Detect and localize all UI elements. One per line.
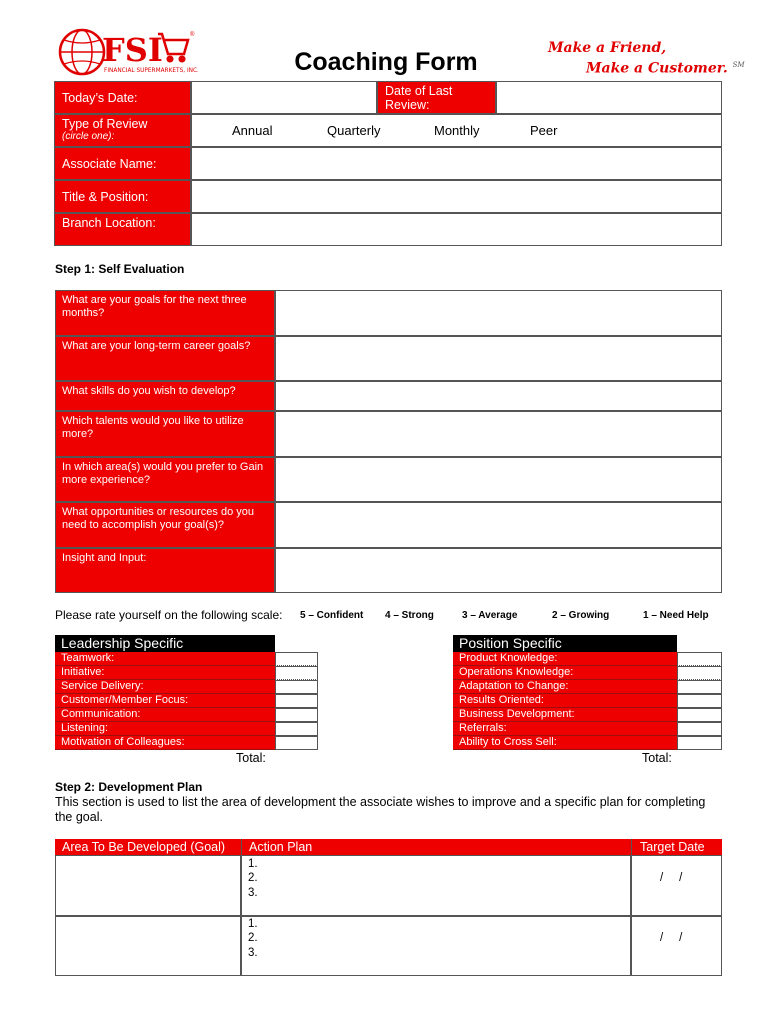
answer-talents[interactable] xyxy=(275,411,722,457)
answer-3mo-goals[interactable] xyxy=(275,290,722,336)
position-rating[interactable] xyxy=(677,694,722,708)
scale-5: 5 – Confident xyxy=(300,610,364,621)
leadership-rating[interactable] xyxy=(275,736,318,750)
position-item: Operations Knowledge: xyxy=(453,666,677,680)
position-rating[interactable] xyxy=(677,666,722,680)
position-rating[interactable] xyxy=(677,736,722,750)
position-item: Referrals: xyxy=(453,722,677,736)
leadership-item: Service Delivery: xyxy=(55,680,275,694)
leadership-item: Communication: xyxy=(55,708,275,722)
position-item: Ability to Cross Sell: xyxy=(453,736,677,750)
tagline xyxy=(548,40,748,78)
question-3mo-goals: What are your goals for the next three months? xyxy=(55,290,275,336)
leadership-item: Listening: xyxy=(55,722,275,736)
dev-area-cell[interactable] xyxy=(55,916,241,976)
option-peer[interactable]: Peer xyxy=(530,123,558,138)
todays-date-label: Today’s Date: xyxy=(54,81,191,114)
scale-4: 4 – Strong xyxy=(385,610,434,621)
position-rating[interactable] xyxy=(677,722,722,736)
plan-step: 2. xyxy=(248,932,258,944)
leadership-rating[interactable] xyxy=(275,694,318,708)
question-resources: What opportunities or resources do you need to accomplish your goal(s)? xyxy=(55,502,275,548)
branch-location-field[interactable] xyxy=(191,213,722,246)
plan-step: 3. xyxy=(248,947,258,959)
type-of-review-label: Type of Review (circle one): xyxy=(54,114,191,147)
plan-step: 1. xyxy=(248,858,258,870)
dev-plan-cell[interactable] xyxy=(241,855,631,916)
title-position-field[interactable] xyxy=(191,180,722,213)
question-talents: Which talents would you like to utilize more? xyxy=(55,411,275,457)
step2-description: This section is used to list the area of development the associate wishes to improve and a specific plan for completing the goal. xyxy=(55,795,706,824)
leadership-item: Motivation of Colleagues: xyxy=(55,736,275,750)
position-item: Adaptation to Change: xyxy=(453,680,677,694)
scale-3: 3 – Average xyxy=(462,610,518,621)
position-item: Business Development: xyxy=(453,708,677,722)
answer-experience[interactable] xyxy=(275,457,722,502)
option-monthly[interactable]: Monthly xyxy=(434,123,480,138)
associate-name-field[interactable] xyxy=(191,147,722,180)
question-insight: Insight and Input: xyxy=(55,548,275,593)
position-rating[interactable] xyxy=(677,680,722,694)
option-quarterly[interactable]: Quarterly xyxy=(327,123,381,138)
svg-text:®: ® xyxy=(190,32,195,38)
scale-1: 1 – Need Help xyxy=(643,610,709,621)
answer-insight[interactable] xyxy=(275,548,722,593)
leadership-rating[interactable] xyxy=(275,652,318,666)
leadership-header: Leadership Specific xyxy=(55,635,275,652)
position-item: Results Oriented: xyxy=(453,694,677,708)
associate-name-label: Associate Name: xyxy=(54,147,191,180)
option-annual[interactable]: Annual xyxy=(232,123,273,138)
plan-step: 2. xyxy=(248,872,258,884)
page-title: Coaching Form xyxy=(294,48,478,76)
col-plan-header: Action Plan xyxy=(241,839,631,855)
question-career-goals: What are your long-term career goals? xyxy=(55,336,275,381)
target-date-value: / / xyxy=(660,932,683,944)
leadership-rating[interactable] xyxy=(275,666,318,680)
branch-location-label: Branch Location: xyxy=(54,213,191,246)
leadership-rating[interactable] xyxy=(275,722,318,736)
answer-career-goals[interactable] xyxy=(275,336,722,381)
position-header: Position Specific xyxy=(453,635,677,652)
title-position-label: Title & Position: xyxy=(54,180,191,213)
rating-prompt: Please rate yourself on the following scale: xyxy=(55,608,283,622)
leadership-item: Teamwork: xyxy=(55,652,275,666)
date-last-review-field[interactable] xyxy=(496,81,722,114)
date-last-review-label: Date of Last Review: xyxy=(377,81,496,114)
position-rating[interactable] xyxy=(677,708,722,722)
question-experience: In which area(s) would you prefer to Gain more experience? xyxy=(55,457,275,502)
plan-step: 3. xyxy=(248,887,258,899)
leadership-rating[interactable] xyxy=(275,708,318,722)
scale-2: 2 – Growing xyxy=(552,610,610,621)
logo-subtitle: FINANCIAL SUPERMARKETS, INC. xyxy=(104,68,198,74)
target-date-value: / / xyxy=(660,872,683,884)
answer-resources[interactable] xyxy=(275,502,722,548)
logo-text: FSI xyxy=(102,31,163,69)
tagline-line-1: Make a Friend, xyxy=(548,40,667,56)
leadership-rating[interactable] xyxy=(275,680,318,694)
leadership-item: Initiative: xyxy=(55,666,275,680)
col-date-header: Target Date xyxy=(631,839,722,855)
dev-date-cell[interactable] xyxy=(631,916,722,976)
col-area-header: Area To Be Developed (Goal) xyxy=(55,839,241,855)
question-skills: What skills do you wish to develop? xyxy=(55,381,275,411)
dev-date-cell[interactable] xyxy=(631,855,722,916)
step2-heading: Step 2: Development Plan xyxy=(55,780,203,794)
answer-skills[interactable] xyxy=(275,381,722,411)
position-total-label: Total: xyxy=(642,751,672,765)
todays-date-field[interactable] xyxy=(191,81,377,114)
leadership-item: Customer/Member Focus: xyxy=(55,694,275,708)
leadership-total-label: Total: xyxy=(236,751,266,765)
plan-step: 1. xyxy=(248,918,258,930)
tagline-line-2: Make a Customer. ℠ xyxy=(586,60,745,77)
dev-area-cell[interactable] xyxy=(55,855,241,916)
fsi-logo xyxy=(58,24,198,82)
step1-heading: Step 1: Self Evaluation xyxy=(55,262,185,276)
position-item: Product Knowledge: xyxy=(453,652,677,666)
dev-plan-cell[interactable] xyxy=(241,916,631,976)
globe-icon xyxy=(60,30,104,74)
position-rating[interactable] xyxy=(677,652,722,666)
